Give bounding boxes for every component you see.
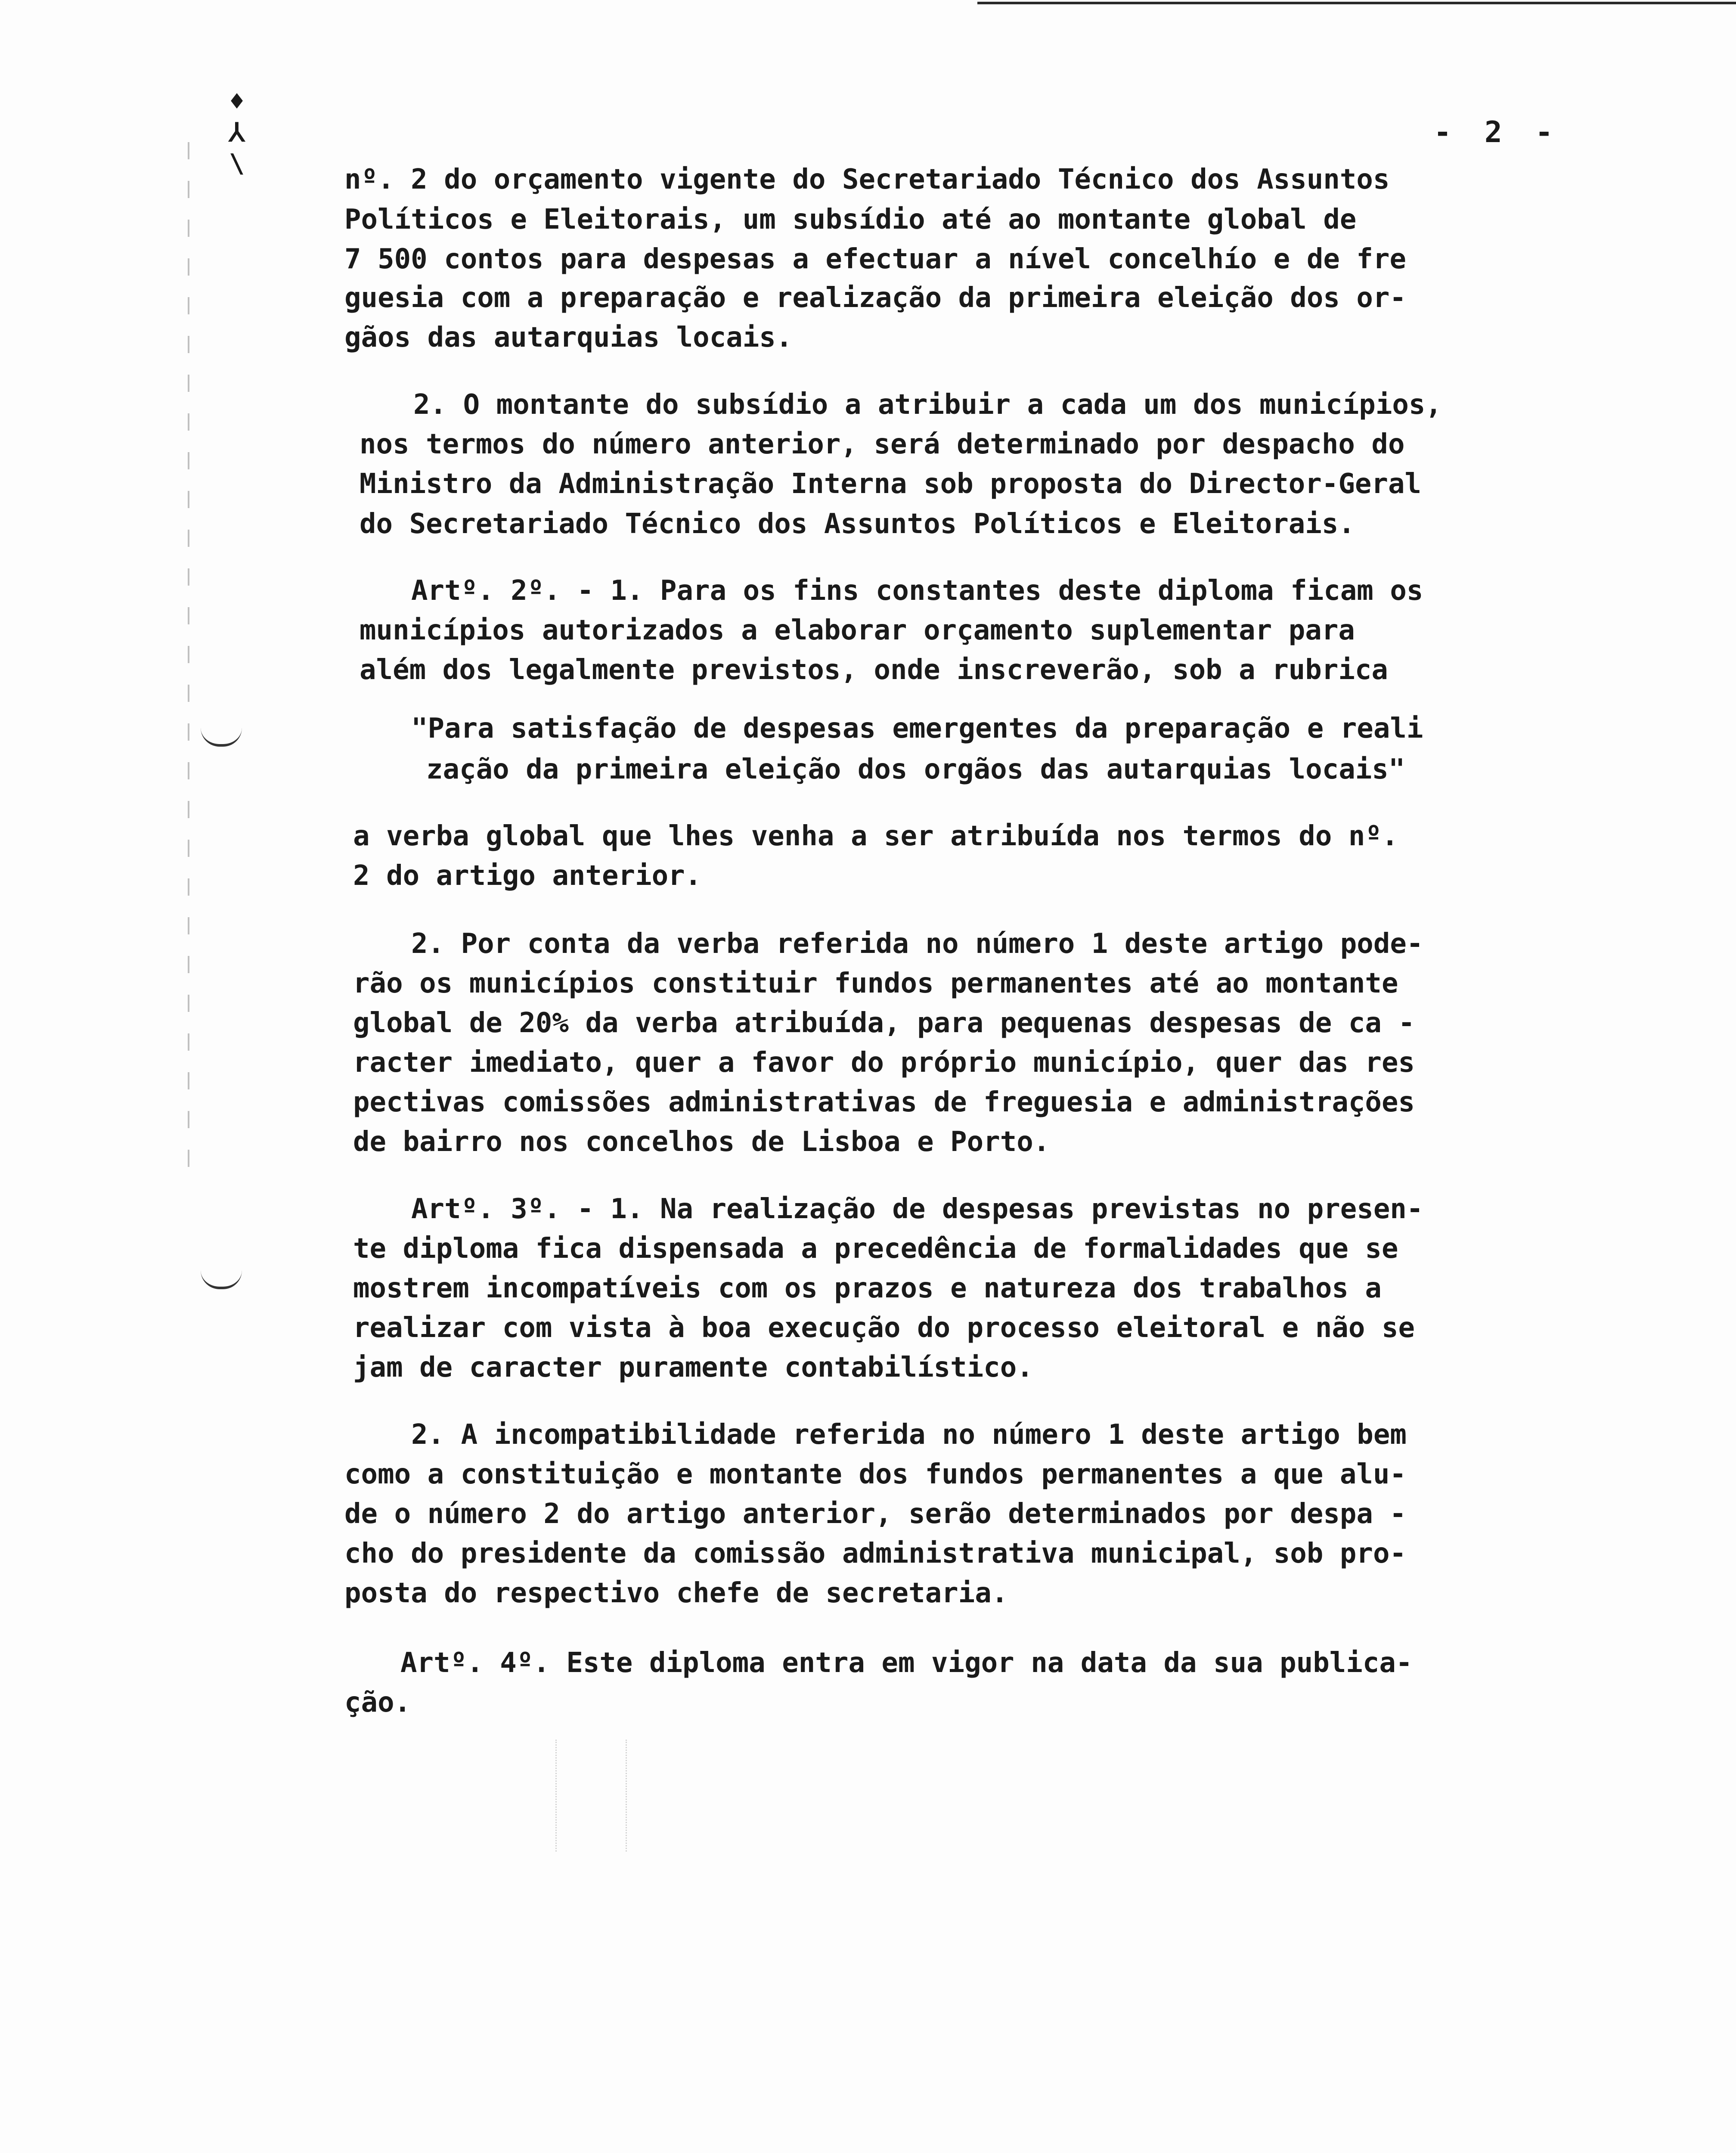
text-line: guesia com a preparação e realização da primeira eleição dos or- (344, 282, 1406, 314)
text-line: municípios autorizados a elaborar orçamento suplementar para (360, 614, 1355, 646)
text-line: a verba global que lhes venha a ser atribuída nos termos do nº. (353, 820, 1398, 852)
text-line: 2. Por conta da verba referida no número 1 deste artigo pode- (411, 928, 1423, 960)
text-line: 2 do artigo anterior. (353, 860, 702, 892)
text-line: racter imediato, quer a favor do próprio município, quer das res (353, 1047, 1415, 1079)
text-line: cho do presidente da comissão administrativa municipal, sob pro- (344, 1538, 1406, 1570)
text-line: jam de caracter puramente contabilístico. (353, 1352, 1033, 1384)
text-line: Ministro da Administração Interna sob proposta do Director-Geral (360, 468, 1421, 500)
text-line: pectivas comissões administrativas de freguesia e administrações (353, 1086, 1415, 1118)
text-line: ção. (344, 1687, 411, 1719)
text-line: Artº. 3º. - 1. Na realização de despesas previstas no presen- (411, 1193, 1423, 1225)
text-line: de bairro nos concelhos de Lisboa e Porto. (353, 1126, 1050, 1158)
margin-rule (188, 142, 189, 1176)
scan-artifact (555, 1740, 627, 1852)
punch-hole-mark (201, 728, 242, 747)
text-line: Políticos e Eleitorais, um subsídio até ao montante global de (344, 204, 1357, 236)
text-line: 2. A incompatibilidade referida no número 1 deste artigo bem (411, 1419, 1407, 1451)
text-line: como a constituição e montante dos fundos permanentes a que alu- (344, 1458, 1406, 1490)
text-line: gãos das autarquias locais. (344, 322, 793, 354)
text-line: Artº. 4º. Este diploma entra em vigor na data da sua publica- (400, 1647, 1413, 1679)
text-line: Artº. 2º. - 1. Para os fins constantes deste diploma ficam os (411, 575, 1423, 607)
text-line: realizar com vista à boa execução do processo eleitoral e não se (353, 1312, 1415, 1344)
text-line: te diploma fica dispensada a precedência de formalidades que se (353, 1233, 1398, 1265)
punch-hole-mark (201, 1270, 242, 1289)
page-number: - 2 - (1434, 115, 1561, 149)
text-line: "Para satisfação de despesas emergentes da preparação e reali (411, 713, 1423, 745)
text-line: 7 500 contos para despesas a efectuar a nível concelhío e de fre (344, 243, 1406, 275)
text-line: global de 20% da verba atribuída, para pequenas despesas de ca - (353, 1007, 1415, 1039)
text-line: nº. 2 do orçamento vigente do Secretariado Técnico dos Assuntos (344, 164, 1390, 195)
text-line: além dos legalmente previstos, onde inscreverão, sob a rubrica (360, 654, 1388, 686)
text-line: rão os municípios constituir fundos permanentes até ao montante (353, 968, 1398, 999)
text-line: mostrem incompatíveis com os prazos e natureza dos trabalhos a (353, 1272, 1382, 1304)
text-line: do Secretariado Técnico dos Assuntos Políticos e Eleitorais. (360, 508, 1355, 540)
text-line: zação da primeira eleição dos orgãos das autarquias locais" (426, 754, 1405, 785)
text-line: de o número 2 do artigo anterior, serão determinados por despa - (344, 1498, 1406, 1530)
text-line: posta do respectivo chefe de secretaria. (344, 1577, 1008, 1609)
text-line: nos termos do número anterior, será determinado por despacho do (360, 428, 1405, 460)
text-line: 2. O montante do subsídio a atribuir a cada um dos municípios, (413, 389, 1442, 421)
margin-marks: ♦ ⅄ \ (229, 87, 245, 179)
top-rule (977, 2, 1736, 4)
